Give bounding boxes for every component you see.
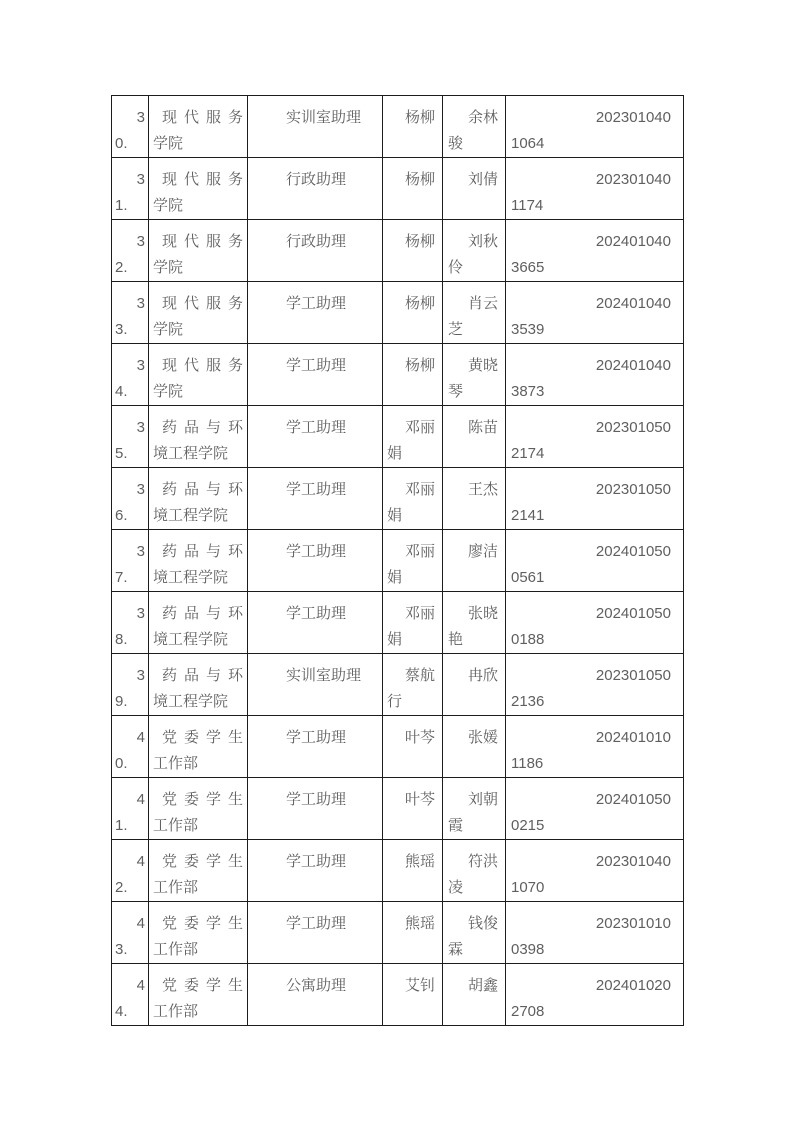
cell-student-name (443, 220, 506, 282)
cell-row-number (112, 778, 149, 840)
cell-position (248, 406, 383, 468)
cell-college (149, 902, 248, 964)
cell-student-name (443, 716, 506, 778)
staff-name-line2 (383, 937, 442, 963)
cell-college (149, 716, 248, 778)
position-line2 (248, 813, 382, 839)
cell-student-id (506, 778, 684, 840)
row-number-line1: 3 (136, 543, 145, 560)
student-id-line2: 0561 (511, 569, 545, 586)
cell-college (149, 406, 248, 468)
student-name-line1: 刘秋 (467, 233, 498, 250)
student-name-line2 (443, 751, 505, 777)
position-line2 (248, 193, 382, 219)
cell-student-id (506, 220, 684, 282)
position-line2 (248, 317, 382, 343)
table-row (112, 902, 684, 964)
staff-name-line2 (383, 379, 442, 405)
student-name-line1: 廖洁 (467, 543, 498, 560)
student-id-line2: 3873 (511, 383, 545, 400)
cell-student-id (506, 592, 684, 654)
cell-student-id (506, 654, 684, 716)
cell-position (248, 964, 383, 1026)
staff-name-line1: 蔡航 (404, 667, 435, 684)
staff-name-line1: 熊瑶 (404, 915, 435, 932)
student-id-line2: 3665 (511, 259, 545, 276)
cell-college (149, 220, 248, 282)
cell-position (248, 778, 383, 840)
cell-row-number (112, 344, 149, 406)
student-name-line1: 张媛 (467, 729, 498, 746)
student-name-line1: 胡鑫 (467, 977, 498, 994)
row-number-line2: 3. (115, 321, 128, 338)
staff-name-line1: 邓丽 (404, 481, 435, 498)
cell-college (149, 530, 248, 592)
position-line1: 行政助理 (286, 171, 347, 188)
cell-position (248, 468, 383, 530)
cell-position (248, 716, 383, 778)
student-id-line1: 202301040 (595, 171, 671, 188)
position-line1: 学工助理 (286, 791, 347, 808)
student-name-line1: 张晓 (467, 605, 498, 622)
student-name-line2 (443, 193, 505, 219)
staff-name-line1: 艾钊 (404, 977, 435, 994)
cell-row-number (112, 282, 149, 344)
cell-student-id (506, 964, 684, 1026)
cell-staff-name (383, 530, 443, 592)
table-row (112, 592, 684, 654)
college-line1: 现 代 服 务 (162, 295, 243, 312)
cell-position (248, 282, 383, 344)
cell-student-id (506, 902, 684, 964)
student-name-line1: 黄晓 (467, 357, 498, 374)
position-line1: 学工助理 (286, 357, 347, 374)
college-line2: 工作部 (153, 941, 199, 958)
cell-college (149, 840, 248, 902)
table-row (112, 406, 684, 468)
college-line2: 学院 (153, 259, 184, 276)
cell-student-id (506, 468, 684, 530)
row-number-line2: 1. (115, 197, 128, 214)
college-line1: 药 品 与 环 (162, 543, 243, 560)
college-line2: 学院 (153, 135, 184, 152)
cell-college (149, 282, 248, 344)
student-name-line2: 伶 (448, 259, 464, 276)
student-name-line2: 霞 (448, 817, 464, 834)
cell-student-name (443, 902, 506, 964)
row-number-line2: 1. (115, 817, 128, 834)
cell-student-id (506, 344, 684, 406)
staff-name-line2: 娟 (387, 445, 403, 462)
cell-position (248, 344, 383, 406)
college-line2: 境工程学院 (153, 507, 229, 524)
table-row (112, 840, 684, 902)
student-id-line1: 202401050 (595, 791, 671, 808)
student-name-line2: 琴 (448, 383, 464, 400)
cell-staff-name (383, 344, 443, 406)
row-number-line2: 8. (115, 631, 128, 648)
student-name-line1: 余林 (467, 109, 498, 126)
cell-staff-name (383, 220, 443, 282)
staff-name-line1: 邓丽 (404, 605, 435, 622)
staff-name-line2 (383, 875, 442, 901)
student-id-line2: 1174 (511, 197, 544, 214)
cell-college (149, 158, 248, 220)
row-number-line2: 0. (115, 135, 128, 152)
cell-staff-name (383, 468, 443, 530)
student-id-line1: 202301010 (595, 915, 671, 932)
cell-row-number (112, 468, 149, 530)
college-line1: 党 委 学 生 (162, 791, 243, 808)
college-line2: 境工程学院 (153, 569, 229, 586)
row-number-line1: 4 (136, 853, 145, 870)
college-line1: 药 品 与 环 (162, 605, 243, 622)
college-line2: 工作部 (153, 879, 199, 896)
college-line1: 现 代 服 务 (162, 171, 243, 188)
cell-student-id (506, 158, 684, 220)
cell-position (248, 220, 383, 282)
student-id-line1: 202401040 (595, 295, 671, 312)
table-row (112, 468, 684, 530)
cell-student-name (443, 158, 506, 220)
row-number-line2: 2. (115, 259, 128, 276)
staff-name-line1: 邓丽 (404, 419, 435, 436)
row-number-line2: 4. (115, 1003, 128, 1020)
row-number-line2: 9. (115, 693, 128, 710)
cell-student-name (443, 778, 506, 840)
position-line2 (248, 875, 382, 901)
staff-name-line2 (383, 751, 442, 777)
cell-student-id (506, 840, 684, 902)
student-name-line1: 肖云 (467, 295, 498, 312)
cell-student-id (506, 282, 684, 344)
row-number-line1: 4 (136, 791, 145, 808)
staff-name-line2 (383, 999, 442, 1025)
cell-student-name (443, 344, 506, 406)
student-id-line1: 202401020 (595, 977, 671, 994)
cell-row-number (112, 716, 149, 778)
student-id-line1: 202301050 (595, 481, 671, 498)
table-row (112, 716, 684, 778)
staff-name-line2 (383, 255, 442, 281)
student-name-line1: 陈苗 (467, 419, 498, 436)
row-number-line1: 3 (136, 233, 145, 250)
student-id-line2: 2708 (511, 1003, 545, 1020)
staff-name-line1: 叶芩 (404, 729, 435, 746)
student-name-line1: 冉欣 (467, 667, 498, 684)
row-number-line1: 4 (136, 915, 145, 932)
position-line1: 学工助理 (286, 295, 347, 312)
college-line1: 药 品 与 环 (162, 481, 243, 498)
cell-college (149, 654, 248, 716)
student-id-line2: 3539 (511, 321, 545, 338)
student-id-line1: 202301050 (595, 419, 671, 436)
table-row (112, 344, 684, 406)
table-row (112, 282, 684, 344)
cell-staff-name (383, 158, 443, 220)
student-id-line1: 202401010 (595, 729, 671, 746)
student-id-line2: 2174 (511, 445, 545, 462)
staff-name-line1: 杨柳 (404, 233, 435, 250)
cell-college (149, 344, 248, 406)
staff-name-line2 (383, 317, 442, 343)
college-line1: 现 代 服 务 (162, 233, 243, 250)
staff-name-line2: 娟 (387, 569, 403, 586)
cell-student-id (506, 406, 684, 468)
row-number-line1: 3 (136, 295, 145, 312)
student-id-line1: 202401040 (595, 233, 671, 250)
student-id-line1: 202401050 (595, 605, 671, 622)
staff-name-line2: 娟 (387, 507, 403, 524)
cell-position (248, 592, 383, 654)
staff-name-line1: 熊瑶 (404, 853, 435, 870)
cell-college (149, 592, 248, 654)
position-line2 (248, 689, 382, 715)
college-line1: 党 委 学 生 (162, 915, 243, 932)
college-line2: 学院 (153, 383, 184, 400)
position-line2 (248, 751, 382, 777)
student-id-line2: 0215 (511, 817, 545, 834)
cell-college (149, 964, 248, 1026)
table-row (112, 778, 684, 840)
student-id-line2: 0398 (511, 941, 545, 958)
table-row (112, 96, 684, 158)
student-name-line2 (443, 441, 505, 467)
cell-student-id (506, 716, 684, 778)
staff-name-line1: 邓丽 (404, 543, 435, 560)
college-line1: 党 委 学 生 (162, 853, 243, 870)
student-name-line2 (443, 565, 505, 591)
position-line2 (248, 937, 382, 963)
row-number-line1: 3 (136, 481, 145, 498)
position-line2 (248, 565, 382, 591)
cell-student-id (506, 530, 684, 592)
table-row (112, 530, 684, 592)
student-id-line2: 2136 (511, 693, 545, 710)
student-name-line1: 符洪 (467, 853, 498, 870)
college-line2: 学院 (153, 197, 184, 214)
row-number-line1: 4 (136, 977, 145, 994)
position-line2 (248, 379, 382, 405)
row-number-line2: 4. (115, 383, 128, 400)
cell-staff-name (383, 716, 443, 778)
cell-position (248, 96, 383, 158)
position-line1: 学工助理 (286, 729, 347, 746)
position-line2 (248, 627, 382, 653)
college-line1: 党 委 学 生 (162, 977, 243, 994)
cell-student-name (443, 840, 506, 902)
staff-name-line2 (383, 131, 442, 157)
cell-row-number (112, 902, 149, 964)
cell-row-number (112, 530, 149, 592)
college-line2: 学院 (153, 321, 184, 338)
student-name-line2: 芝 (448, 321, 464, 338)
student-name-line1: 王杰 (467, 481, 498, 498)
position-line1: 行政助理 (286, 233, 347, 250)
row-number-line2: 0. (115, 755, 128, 772)
position-line2 (248, 503, 382, 529)
cell-row-number (112, 96, 149, 158)
staff-name-line2: 行 (387, 693, 403, 710)
staff-name-line2: 娟 (387, 631, 403, 648)
staff-name-line1: 杨柳 (404, 171, 435, 188)
cell-student-name (443, 964, 506, 1026)
cell-student-name (443, 96, 506, 158)
student-name-line1: 钱俊 (467, 915, 498, 932)
position-line1: 学工助理 (286, 481, 347, 498)
cell-student-name (443, 282, 506, 344)
staff-name-line1: 杨柳 (404, 109, 435, 126)
college-line2: 工作部 (153, 1003, 199, 1020)
row-number-line2: 3. (115, 941, 128, 958)
cell-staff-name (383, 902, 443, 964)
row-number-line1: 3 (136, 171, 145, 188)
position-line1: 学工助理 (286, 543, 347, 560)
assistant-roster-table (111, 95, 684, 1026)
cell-staff-name (383, 406, 443, 468)
cell-college (149, 96, 248, 158)
row-number-line2: 6. (115, 507, 128, 524)
college-line1: 党 委 学 生 (162, 729, 243, 746)
position-line1: 学工助理 (286, 419, 347, 436)
cell-position (248, 654, 383, 716)
row-number-line1: 3 (136, 605, 145, 622)
table-row (112, 220, 684, 282)
row-number-line2: 7. (115, 569, 128, 586)
student-id-line2: 1186 (511, 755, 544, 772)
cell-college (149, 778, 248, 840)
position-line1: 公寓助理 (286, 977, 347, 994)
cell-position (248, 530, 383, 592)
position-line2 (248, 131, 382, 157)
staff-name-line2 (383, 813, 442, 839)
college-line2: 工作部 (153, 817, 199, 834)
cell-student-id (506, 96, 684, 158)
college-line1: 现 代 服 务 (162, 357, 243, 374)
row-number-line1: 3 (136, 667, 145, 684)
student-name-line2: 艳 (448, 631, 464, 648)
cell-student-name (443, 406, 506, 468)
cell-staff-name (383, 964, 443, 1026)
cell-position (248, 840, 383, 902)
student-id-line1: 202401040 (595, 357, 671, 374)
row-number-line2: 2. (115, 879, 128, 896)
row-number-line1: 4 (136, 729, 145, 746)
college-line1: 药 品 与 环 (162, 419, 243, 436)
cell-row-number (112, 220, 149, 282)
cell-student-name (443, 654, 506, 716)
row-number-line1: 3 (136, 419, 145, 436)
college-line2: 境工程学院 (153, 445, 229, 462)
student-name-line2 (443, 999, 505, 1025)
student-id-line1: 202301040 (595, 853, 671, 870)
student-name-line1: 刘朝 (467, 791, 498, 808)
student-name-line2 (443, 503, 505, 529)
cell-staff-name (383, 778, 443, 840)
row-number-line1: 3 (136, 357, 145, 374)
cell-staff-name (383, 282, 443, 344)
cell-position (248, 158, 383, 220)
staff-name-line1: 叶芩 (404, 791, 435, 808)
position-line2 (248, 999, 382, 1025)
cell-row-number (112, 158, 149, 220)
cell-student-name (443, 468, 506, 530)
cell-row-number (112, 840, 149, 902)
row-number-line1: 3 (136, 109, 145, 126)
student-name-line2: 霖 (448, 941, 464, 958)
position-line1: 实训室助理 (286, 109, 362, 126)
cell-college (149, 468, 248, 530)
cell-row-number (112, 964, 149, 1026)
staff-name-line1: 杨柳 (404, 295, 435, 312)
student-name-line2: 凌 (448, 879, 464, 896)
cell-row-number (112, 654, 149, 716)
table-row (112, 654, 684, 716)
position-line1: 学工助理 (286, 915, 347, 932)
student-name-line2 (443, 689, 505, 715)
student-id-line2: 2141 (511, 507, 545, 524)
table-row (112, 158, 684, 220)
college-line1: 现 代 服 务 (162, 109, 243, 126)
student-id-line2: 0188 (511, 631, 545, 648)
position-line2 (248, 255, 382, 281)
cell-position (248, 902, 383, 964)
college-line2: 境工程学院 (153, 693, 229, 710)
row-number-line2: 5. (115, 445, 128, 462)
cell-staff-name (383, 592, 443, 654)
position-line1: 学工助理 (286, 853, 347, 870)
college-line2: 工作部 (153, 755, 199, 772)
position-line2 (248, 441, 382, 467)
student-id-line1: 202401050 (595, 543, 671, 560)
student-name-line1: 刘倩 (467, 171, 498, 188)
college-line1: 药 品 与 环 (162, 667, 243, 684)
college-line2: 境工程学院 (153, 631, 229, 648)
cell-row-number (112, 592, 149, 654)
student-id-line2: 1064 (511, 135, 545, 152)
student-id-line2: 1070 (511, 879, 545, 896)
position-line1: 实训室助理 (286, 667, 362, 684)
cell-staff-name (383, 96, 443, 158)
position-line1: 学工助理 (286, 605, 347, 622)
student-id-line1: 202301050 (595, 667, 671, 684)
table-row (112, 964, 684, 1026)
student-name-line2: 骏 (448, 135, 464, 152)
staff-name-line2 (383, 193, 442, 219)
cell-student-name (443, 592, 506, 654)
roster-table-body (112, 96, 684, 1026)
cell-student-name (443, 530, 506, 592)
cell-staff-name (383, 654, 443, 716)
staff-name-line1: 杨柳 (404, 357, 435, 374)
cell-staff-name (383, 840, 443, 902)
cell-row-number (112, 406, 149, 468)
student-id-line1: 202301040 (595, 109, 671, 126)
